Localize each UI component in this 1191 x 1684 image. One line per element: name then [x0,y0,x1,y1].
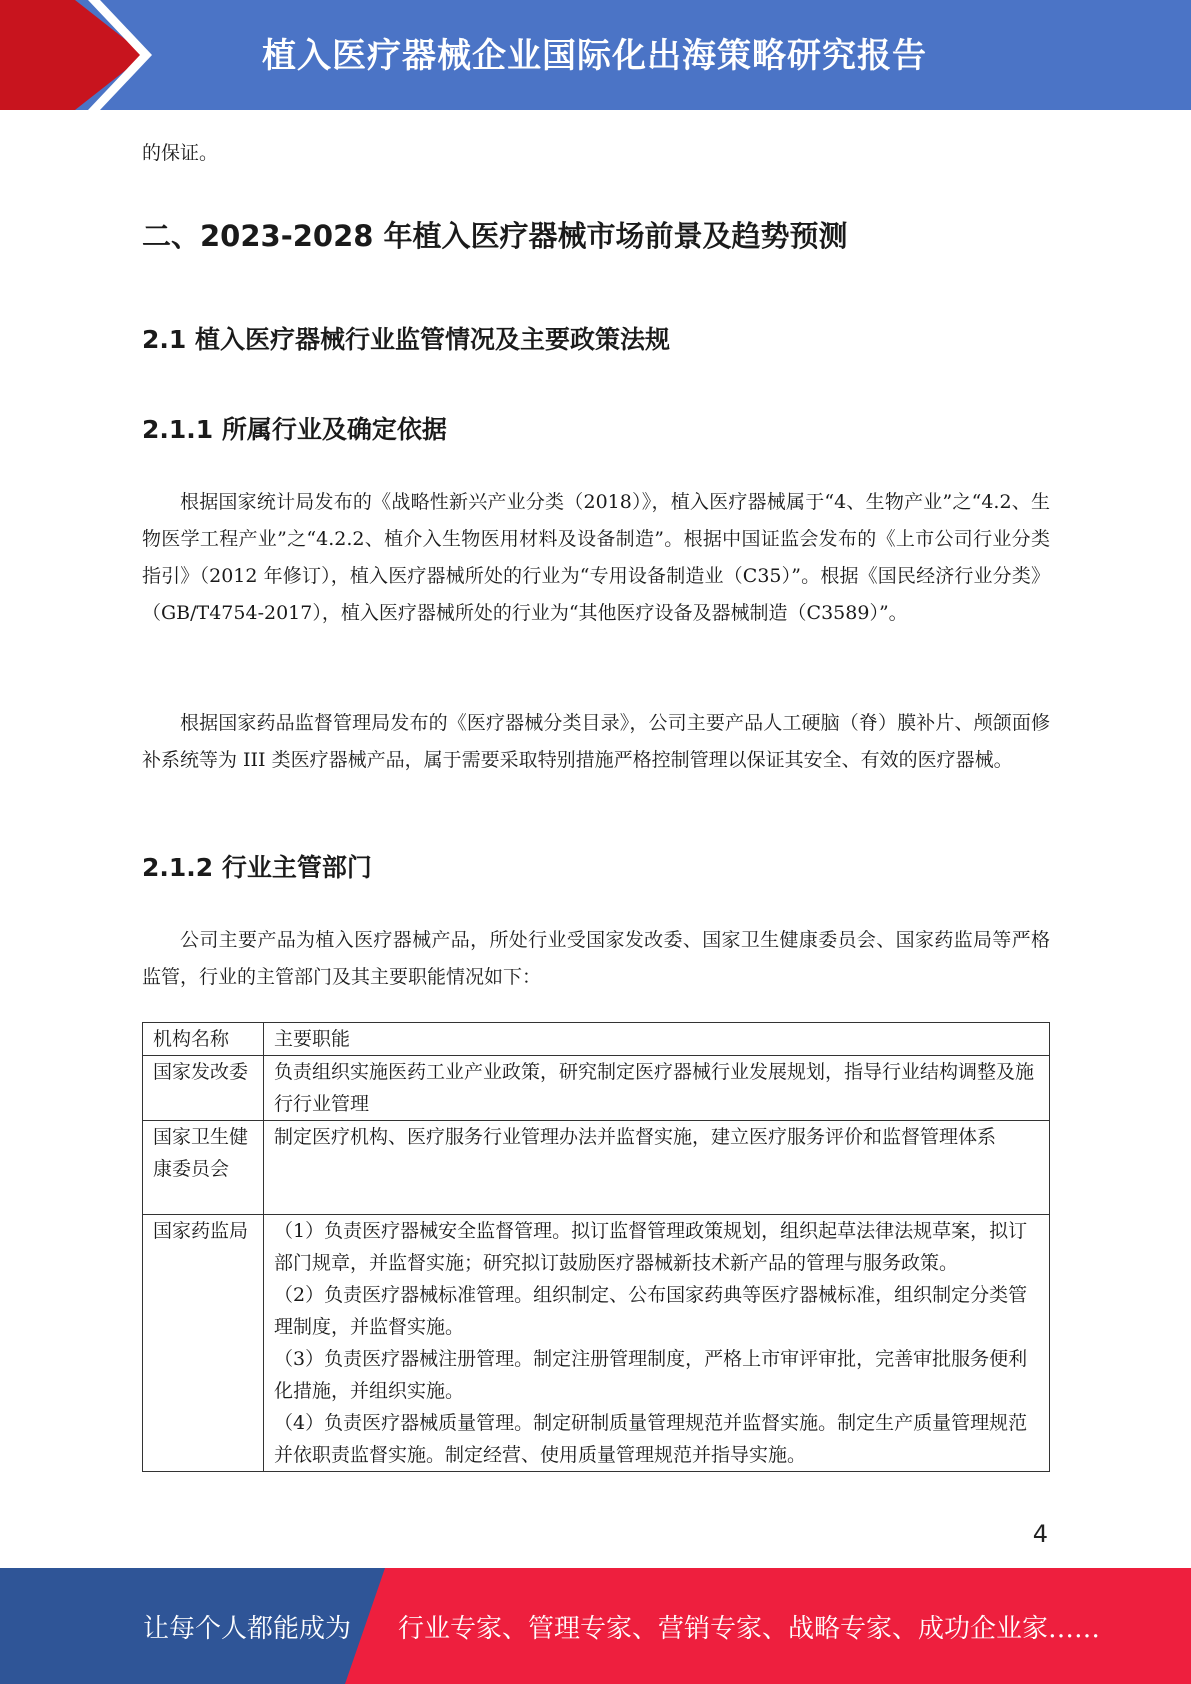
subsubsection-heading-1: 2.1.1 所属行业及确定依据 [142,415,447,444]
table-header-cell: 主要职能 [264,1023,1050,1056]
header-chevron-icon [0,0,160,110]
paragraph-device-category: 根据国家药品监督管理局发布的《医疗器械分类目录》，公司主要产品人工硬脑（脊）膜补片、颅颌面修补系统等为 III 类医疗器械产品，属于需要采取特别措施严格控制管理以保证其安全、有效的医疗器械。 [142,712,1050,771]
table-row [143,1056,1050,1121]
duty-item: （3）负责医疗器械注册管理。制定注册管理制度，严格上市审评审批，完善审批服务便利化措施，并组织实施。 [274,1348,1028,1402]
footer-slogan-left: 让每个人都能成为 [143,1614,352,1644]
duty-item: （2）负责医疗器械标准管理。组织制定、公布国家药典等医疗器械标准，组织制定分类管理制度，并监督实施。 [274,1284,1028,1338]
table-cell-org: 国家卫生健康委员会 [143,1121,264,1215]
subsubsection-heading-2: 2.1.2 行业主管部门 [142,853,372,882]
section-heading: 二、2023-2028 年植入医疗器械市场前景及趋势预测 [142,219,848,253]
duty-item: （1）负责医疗器械安全监督管理。拟订监督管理政策规划，组织起草法律法规草案，拟订部门规章，并监督实施；研究拟订鼓励医疗器械新技术新产品的管理与服务政策。 [274,1220,1028,1274]
table-cell-duty: 制定医疗机构、医疗服务行业管理办法并监督实施，建立医疗服务评价和监督管理体系 [264,1121,1050,1215]
table-cell-duty: 负责组织实施医药工业产业政策，研究制定医疗器械行业发展规划，指导行业结构调整及施行行业管理 [264,1056,1050,1121]
table-header-row [143,1023,1050,1056]
table-row [143,1215,1050,1472]
regulators-table [142,1022,1050,1472]
table-header-cell: 机构名称 [143,1023,264,1056]
paragraph-industry-classification: 根据国家统计局发布的《战略性新兴产业分类（2018）》，植入医疗器械属于“4、生物产业”之“4.2、生物医学工程产业”之“4.2.2、植介入生物医用材料及设备制造”。根据中国证监会发布的《上市公司行业分类指引》（2012 年修订），植入医疗器械所处的行业为“专用设备制造业（C35）”。根据《国民经济行业分类》（GB/T4754-2017），植入医疗器械所处的行业为“其他医疗设备及器械制造（C3589）”。 [142,491,1050,624]
intro-text: 的保证。 [142,142,219,164]
page-header [0,0,1191,110]
subsection-heading: 2.1 植入医疗器械行业监管情况及主要政策法规 [142,325,670,354]
page-number: 4 [1032,1520,1048,1548]
footer-slogan-right: 行业专家、管理专家、营销专家、战略专家、成功企业家…… [398,1614,1101,1644]
table-cell-org: 国家发改委 [143,1056,264,1121]
table-cell-duty-list [264,1215,1050,1472]
paragraph-regulators-intro: 公司主要产品为植入医疗器械产品，所处行业受国家发改委、国家卫生健康委员会、国家药监局等严格监管，行业的主管部门及其主要职能情况如下： [142,929,1050,988]
table-row [143,1121,1050,1215]
page-footer [0,1568,1191,1684]
duty-item: （4）负责医疗器械质量管理。制定研制质量管理规范并监督实施。制定生产质量管理规范并依职责监督实施。制定经营、使用质量管理规范并指导实施。 [274,1412,1028,1466]
table-cell-org: 国家药监局 [143,1215,264,1472]
report-title: 植入医疗器械企业国际化出海策略研究报告 [262,36,927,76]
